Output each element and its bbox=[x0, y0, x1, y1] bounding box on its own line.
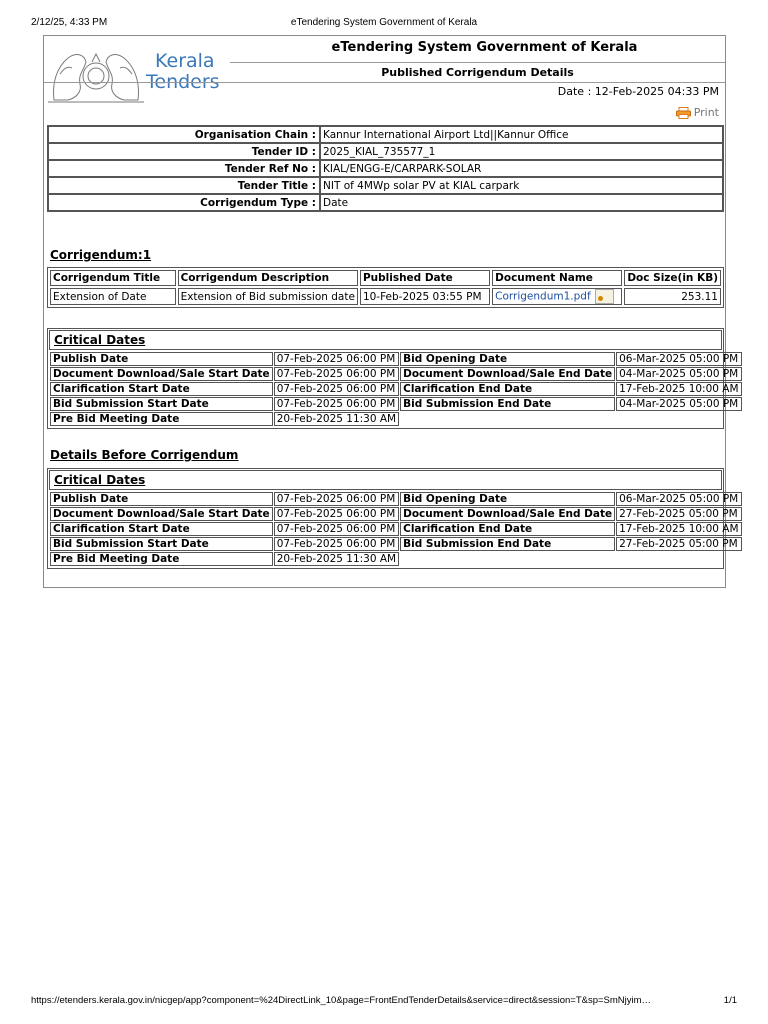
date-label: Publish Date bbox=[50, 352, 273, 366]
corrigendum-title: Extension of Date bbox=[50, 288, 176, 305]
critical-date-row bbox=[50, 522, 742, 536]
date-label: Document Download/Sale Start Date bbox=[50, 507, 273, 521]
corrigendum-document-link[interactable]: Corrigendum1.pdf bbox=[495, 290, 591, 303]
date-label: Bid Submission Start Date bbox=[50, 537, 273, 551]
logo-wordmark bbox=[146, 51, 220, 93]
date-value: 27-Feb-2025 05:00 PM bbox=[616, 507, 741, 521]
logo-line1: Kerala bbox=[155, 50, 215, 72]
printer-icon bbox=[676, 107, 691, 119]
date-value: 04-Mar-2025 05:00 PM bbox=[616, 367, 741, 381]
date-label: Clarification Start Date bbox=[50, 522, 273, 536]
print-footer bbox=[31, 995, 737, 1009]
page-title: Published Corrigendum Details bbox=[230, 62, 725, 79]
date-value: 07-Feb-2025 06:00 PM bbox=[274, 367, 399, 381]
date-value: 07-Feb-2025 06:00 PM bbox=[274, 537, 399, 551]
site-title: eTendering System Government of Kerala bbox=[331, 40, 638, 55]
tender-info-value: 2025_KIAL_735577_1 bbox=[320, 143, 723, 160]
logo-line2: Tenders bbox=[146, 71, 220, 93]
before-critical-dates-table bbox=[49, 491, 743, 567]
date-label: Clarification Start Date bbox=[50, 382, 273, 396]
state-emblem-icon bbox=[46, 44, 146, 106]
date-value: 20-Feb-2025 11:30 AM bbox=[274, 552, 399, 566]
critical-date-row bbox=[50, 537, 742, 551]
print-button[interactable] bbox=[676, 106, 719, 119]
print-url: https://etenders.kerala.gov.in/nicgep/app?component=%24DirectLink_10&page=FrontEndTenderDetails&service=direct&session=T&sp=SmNjyim… bbox=[31, 995, 652, 1006]
date-value: 27-Feb-2025 05:00 PM bbox=[616, 537, 741, 551]
tender-info-row bbox=[48, 143, 723, 160]
date-value: 07-Feb-2025 06:00 PM bbox=[274, 522, 399, 536]
corrigendum-row bbox=[50, 288, 721, 305]
tender-info-value: Date bbox=[320, 194, 723, 211]
details-before-heading: Details Before Corrigendum bbox=[50, 448, 239, 462]
date-label: Pre Bid Meeting Date bbox=[50, 412, 273, 426]
corrigendum-description: Extension of Bid submission date bbox=[178, 288, 358, 305]
corrigendum-published-date: 10-Feb-2025 03:55 PM bbox=[360, 288, 490, 305]
critical-date-row bbox=[50, 352, 742, 366]
date-value: 06-Mar-2025 05:00 PM bbox=[616, 352, 741, 366]
tender-info-row bbox=[48, 194, 723, 211]
col-corrigendum-description: Corrigendum Description bbox=[178, 270, 358, 286]
date-label: Bid Submission End Date bbox=[400, 537, 615, 551]
date-label: Pre Bid Meeting Date bbox=[50, 552, 273, 566]
date-label: Bid Submission End Date bbox=[400, 397, 615, 411]
date-value: 07-Feb-2025 06:00 PM bbox=[274, 492, 399, 506]
tender-info-label: Organisation Chain : bbox=[48, 126, 320, 143]
date-label: Document Download/Sale End Date bbox=[400, 367, 615, 381]
print-label: Print bbox=[693, 106, 719, 119]
corrigendum-doc-size: 253.11 bbox=[624, 288, 721, 305]
critical-dates-section bbox=[47, 328, 739, 429]
date-label: Publish Date bbox=[50, 492, 273, 506]
tender-info-row bbox=[48, 177, 723, 194]
tender-info-value: NIT of 4MWp solar PV at KIAL carpark bbox=[320, 177, 723, 194]
date-value: 17-Feb-2025 10:00 AM bbox=[616, 382, 741, 396]
date-label: Bid Opening Date bbox=[400, 352, 615, 366]
date-label: Bid Submission Start Date bbox=[50, 397, 273, 411]
current-date: Date : 12-Feb-2025 04:33 PM bbox=[557, 85, 719, 98]
tender-info-table bbox=[47, 125, 724, 212]
date-value: 04-Mar-2025 05:00 PM bbox=[616, 397, 741, 411]
date-label: Clarification End Date bbox=[400, 382, 615, 396]
critical-dates-heading: Critical Dates bbox=[49, 330, 722, 350]
date-label: Document Download/Sale End Date bbox=[400, 507, 615, 521]
print-datetime: 2/12/25, 4:33 PM bbox=[31, 17, 108, 28]
tender-info-label: Corrigendum Type : bbox=[48, 194, 320, 211]
critical-date-row bbox=[50, 552, 742, 566]
critical-date-row bbox=[50, 412, 742, 426]
date-value: 07-Feb-2025 06:00 PM bbox=[274, 382, 399, 396]
date-value: 07-Feb-2025 06:00 PM bbox=[274, 352, 399, 366]
critical-date-row bbox=[50, 492, 742, 506]
print-header bbox=[31, 17, 737, 31]
tender-info-label: Tender ID : bbox=[48, 143, 320, 160]
print-page-title: eTendering System Government of Kerala bbox=[290, 17, 478, 28]
tender-info-label: Tender Ref No : bbox=[48, 160, 320, 177]
page-frame bbox=[43, 35, 739, 588]
before-critical-dates-section bbox=[47, 468, 739, 569]
date-value: 07-Feb-2025 06:00 PM bbox=[274, 397, 399, 411]
tender-info-row bbox=[48, 160, 723, 177]
tender-info-row bbox=[48, 126, 723, 143]
tender-info-label: Tender Title : bbox=[48, 177, 320, 194]
date-value: 20-Feb-2025 11:30 AM bbox=[274, 412, 399, 426]
date-value: 07-Feb-2025 06:00 PM bbox=[274, 507, 399, 521]
critical-date-row bbox=[50, 397, 742, 411]
critical-date-row bbox=[50, 507, 742, 521]
date-label: Document Download/Sale Start Date bbox=[50, 367, 273, 381]
col-corrigendum-title: Corrigendum Title bbox=[50, 270, 176, 286]
before-critical-dates-heading: Critical Dates bbox=[49, 470, 722, 490]
corrigendum-table bbox=[47, 267, 724, 308]
date-value: 17-Feb-2025 10:00 AM bbox=[616, 522, 741, 536]
critical-dates-table bbox=[49, 351, 743, 427]
corrigendum-document-cell bbox=[492, 288, 622, 305]
corrigendum-heading: Corrigendum:1 bbox=[50, 248, 152, 262]
tender-info-value: KIAL/ENGG-E/CARPARK-SOLAR bbox=[320, 160, 723, 177]
col-document-name: Document Name bbox=[492, 270, 622, 286]
col-doc-size: Doc Size(in KB) bbox=[624, 270, 721, 286]
date-label: Bid Opening Date bbox=[400, 492, 615, 506]
col-published-date: Published Date bbox=[360, 270, 490, 286]
print-page-number: 1/1 bbox=[723, 995, 737, 1006]
date-value: 06-Mar-2025 05:00 PM bbox=[616, 492, 741, 506]
critical-date-row bbox=[50, 367, 742, 381]
critical-date-row bbox=[50, 382, 742, 396]
tender-info-value: Kannur International Airport Ltd||Kannur Office bbox=[320, 126, 723, 143]
date-label: Clarification End Date bbox=[400, 522, 615, 536]
document-download-icon[interactable] bbox=[595, 289, 614, 304]
header-divider bbox=[44, 82, 725, 83]
corrigendum-header-row bbox=[50, 270, 721, 286]
